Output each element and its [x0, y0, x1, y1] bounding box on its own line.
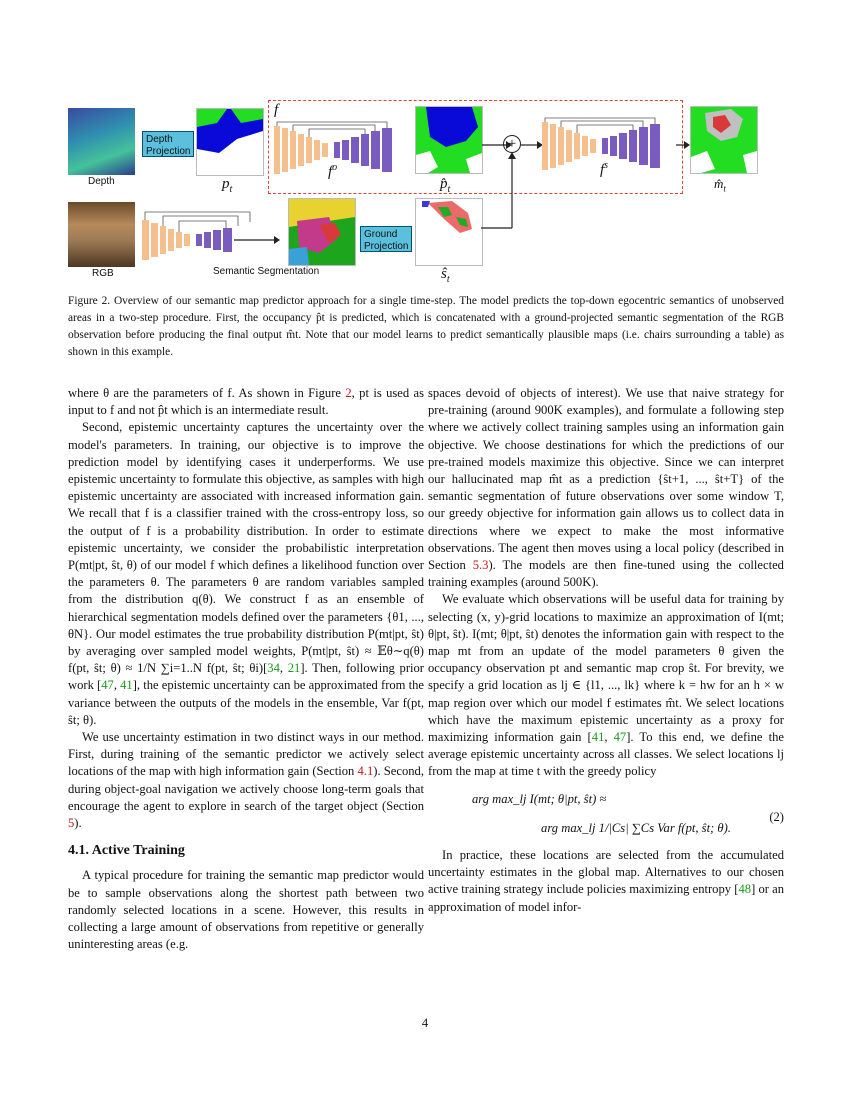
arrow-to-m-hat: [676, 139, 690, 151]
p-t-map-graphic: [197, 109, 263, 175]
concat-plus-node: [503, 135, 521, 153]
left-paragraph-1: where θ are the parameters of f. As shown in Figure 2, pt is used as input to f and not p̂t which is an intermediate result.: [68, 386, 425, 418]
section-5-3-ref[interactable]: 5.3: [472, 558, 489, 573]
s-hat-t-label: $ŝ_t$: [441, 266, 450, 285]
s-hat-t-map: [415, 198, 483, 266]
page-number: 4: [421, 1016, 429, 1030]
citation-47-b[interactable]: 47: [613, 730, 627, 745]
equation-2-number: (2): [769, 809, 784, 824]
left-paragraph-3: We use uncertainty estimation in two distinct ways in our method. First, during training of the semantic predictor we actively select locations of the map with high information gain (Section 4.1). Second, during object-goal navigation we actively choose long-term goals that encourage the agent to explore in search of the target object (Section 5).: [68, 730, 424, 831]
left-paragraph-2: Second, epistemic uncertainty captures the uncertainty over the model's parameters. In training, our objective is to improve the prediction model by identifying cases it underperforms. We use epistemic uncertainty to formulate this objective, as samples with high epistemic uncertainty are associated with increased information gain. We recall that f is a classifier trained with the cross-entropy loss, so the output of f is a probability distribution. In order to estimate epistemic uncertainty, we consider the probabilistic interpretation P(mt|pt, ŝt, θ) of our model f which defines a likelihood function over the parameters θ. The parameters θ are random variables sampled from the distribution q(θ). We construct f as an ensemble of hierarchical segmentation models defined over the parameters {θ1, ..., θN}. Our model estimates the true probability distribution P(mt|pt, ŝt) by averaging over sampled model weights, P(mt|pt, ŝt) ≈ 𝔼θ∼q(θ) f(pt, ŝt; θ) ≈ 1/N ∑i=1..N f(pt, ŝt; θi)[34, 21]. Then, following prior work [47, 41], the epistemic uncertainty can be approximated from the variance between the outputs of the models in the ensemble, Var f(pt, ŝt; θ).: [68, 420, 425, 727]
semantic-segmentation-label: Semantic Segmentation: [213, 266, 320, 277]
section-5-ref[interactable]: 5: [68, 816, 75, 831]
ground-projection-label: Ground Projection: [364, 229, 409, 252]
figure-2-ref[interactable]: 2: [345, 386, 352, 400]
rgb-label: RGB: [92, 268, 114, 279]
depth-projection-label: Depth Projection: [146, 134, 191, 157]
depth-projection-box: [142, 131, 194, 157]
citation-21[interactable]: 21: [287, 661, 301, 676]
m-hat-t-label: $m̂_t$: [714, 176, 726, 194]
ground-projection-box: [360, 226, 412, 252]
right-column: [428, 385, 784, 916]
segmentation-image-graphic: [289, 199, 355, 265]
m-hat-t-map: [690, 106, 758, 174]
p-t-label: $p_t$: [222, 176, 233, 195]
f-o-label: $f^o$: [328, 162, 338, 180]
f-label: f: [274, 102, 279, 118]
f-s-network: [542, 116, 678, 174]
s-hat-to-plus-connector: [481, 152, 521, 232]
arrow-from-plus: [521, 139, 543, 151]
p-hat-t-map: [415, 106, 483, 174]
segmentation-image: [288, 198, 356, 266]
depth-label: Depth: [88, 176, 115, 187]
citation-47[interactable]: 47: [101, 678, 114, 693]
f-s-label: $f^s$: [600, 160, 609, 178]
segmentation-network: [142, 208, 280, 264]
equation-2: [428, 791, 784, 837]
m-hat-t-map-graphic: [691, 107, 757, 173]
right-paragraph-2: We evaluate which observations will be useful data for training by selecting (x, y)-grid locations to maximize an approximation of I(mt; θ|pt, ŝt). I(mt; θ|pt, ŝt) denotes the information gain with respect to the map mt from an update of the model parameters θ given the occupancy observation pt and semantic map crop ŝt. For brevity, we specify a grid location as lj ∈ {l1, ..., lk} where k = hw for an h × w map region over which our model f estimates m̂t. We select locations which have the maximum epistemic uncertainty as a proxy for maximizing information gain [41, 47]. To this end, we define the average epistemic uncertainty across all classes. We select locations lj from the map at time t with the greedy policy: [428, 592, 784, 779]
p-hat-t-map-graphic: [416, 107, 482, 173]
plus-symbol: +: [507, 136, 517, 152]
section-title-active-training: 4.1. Active Training: [68, 843, 185, 859]
rgb-image: [68, 202, 135, 267]
equation-2-line-1: arg max_lj I(mt; θ|pt, ŝt) ≈: [472, 791, 607, 806]
s-hat-t-map-graphic: [416, 199, 482, 265]
right-paragraph-1: spaces devoid of objects of interest). We use that naive strategy for pre-training (around 900K examples), and formulate a following step where we actively collect training samples using an information gain objective. We choose destinations for which the predictions of our pre-trained models maximize this objective. Since we can interpret our hallucinated map m̂t as a prediction {ŝt+1, ..., ŝt+T} of the semantic segmentation of future observations over some window T, our greedy objective for information gain allows us to collect data in directions where we expect to make the most informative observations. The agent then moves using a local policy (described in Section 5.3). The models are then fine-tuned using the collected training examples (around 500K).: [428, 386, 784, 590]
equation-2-line-2: arg max_lj 1/|Cs| ∑Cs Var f(pt, ŝt; θ).: [541, 820, 731, 835]
left-paragraph-4: A typical procedure for training the semantic map predictor would be to sample observations along the shortest path between two randomly selected locations in a scene. However, this results in collecting a large amount of observations from repetitive or generally uninteresting areas (e.g.: [68, 868, 424, 952]
citation-48[interactable]: 48: [738, 882, 752, 897]
p-hat-t-label: $p̂_t$: [440, 176, 451, 195]
right-paragraph-3: In practice, these locations are selected from the accumulated uncertainty estimates in the global map. Alternatives to our chosen active training strategy include policies maximizing entropy [48] or an approximation of model infor-: [428, 848, 785, 914]
citation-41-b[interactable]: 41: [591, 730, 605, 745]
p-t-map: [196, 108, 264, 176]
citation-34[interactable]: 34: [267, 661, 280, 676]
left-column: [68, 385, 424, 954]
f-o-network: [274, 120, 408, 178]
depth-image: [68, 108, 135, 175]
section-4-1-ref[interactable]: 4.1: [357, 764, 374, 779]
figure-caption: Figure 2. Overview of our semantic map predictor approach for a single time-step. The model predicts the top-down egocentric semantics of unobserved areas in a two-step procedure. First, the occupancy p̂t is predicted, which is concatenated with a ground-projected semantic segmentation of the RGB observation before producing the final output m̂t. Note that our model learns to predict semantically plausible maps (i.e. chairs surrounding a table) as shown in this example.: [68, 295, 784, 358]
citation-41[interactable]: 41: [120, 678, 133, 693]
